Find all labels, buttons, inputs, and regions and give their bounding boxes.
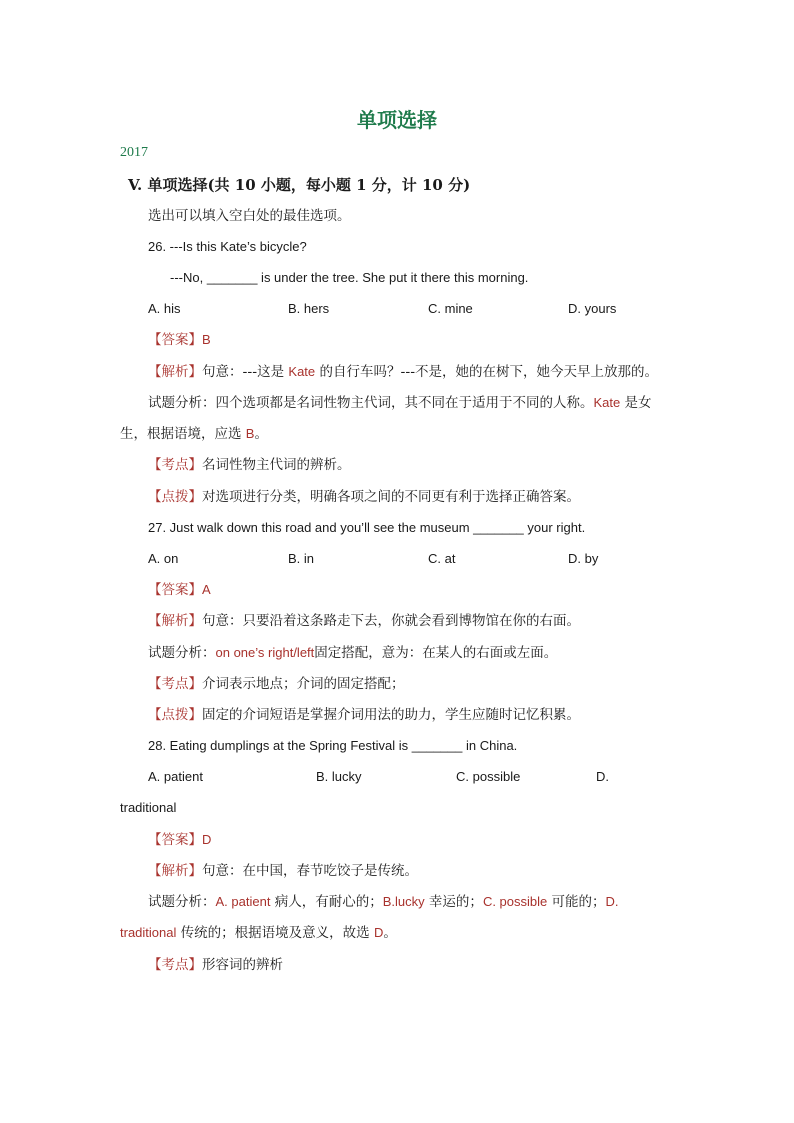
q27-option-a: A. on bbox=[148, 551, 179, 566]
q26-option-b: B. hers bbox=[288, 301, 330, 316]
q27-option-d: D. by bbox=[568, 551, 599, 566]
detail-text: 试题分析：四个选项都是名词性物主代词，其不同在于适用于不同的人称。 bbox=[148, 395, 594, 411]
point-text: 介词表示地点；介词的固定搭配； bbox=[202, 676, 405, 692]
tip-tag: 【点拨】 bbox=[148, 489, 202, 505]
q28-option-a: A. patient bbox=[148, 769, 203, 784]
q26-option-d: D. yours bbox=[568, 301, 617, 316]
q26-stem: 26. ---Is this Kate’s bicycle? bbox=[148, 239, 307, 254]
tip-tag: 【点拨】 bbox=[148, 707, 202, 723]
detail-text: 传统的；根据语境及意义，故选 bbox=[176, 925, 374, 941]
q28-analysis bbox=[148, 862, 418, 880]
answer-tag: 【答案】 bbox=[148, 332, 202, 348]
detail-end: 。 bbox=[383, 925, 397, 941]
q27-stem: 27. Just walk down this road and you’ll see the museum _______ your right. bbox=[148, 520, 586, 535]
q27-detail bbox=[148, 644, 557, 662]
q28-option-d: D. bbox=[596, 769, 609, 784]
detail-option-a-cn: 病人，有耐心的； bbox=[270, 894, 383, 910]
q26-stem-reply: ---No, _______ is under the tree. She put it there this morning. bbox=[170, 270, 529, 285]
answer-value: D bbox=[202, 832, 212, 847]
detail-text-end: 是女 bbox=[620, 395, 652, 411]
q28-option-c: C. possible bbox=[456, 769, 521, 784]
q27-tip bbox=[148, 706, 580, 724]
point-tag: 【考点】 bbox=[148, 676, 202, 692]
tip-text: 对选项进行分类，明确各项之间的不同更有利于选择正确答案。 bbox=[202, 489, 580, 505]
point-text: 形容词的辨析 bbox=[202, 957, 283, 973]
analysis-tag: 【解析】 bbox=[148, 364, 202, 380]
analysis-text: 句意：只要沿着这条路走下去，你就会看到博物馆在你的右面。 bbox=[202, 613, 580, 629]
q27-answer bbox=[148, 581, 211, 599]
answer-tag: 【答案】 bbox=[148, 582, 202, 598]
detail-text-end: 固定搭配，意为：在某人的右面或左面。 bbox=[314, 645, 558, 661]
analysis-name: Kate bbox=[288, 364, 316, 379]
detail-option-b-cn: 幸运的； bbox=[424, 894, 483, 910]
q26-option-c: C. mine bbox=[428, 301, 473, 316]
answer-value: A bbox=[202, 582, 211, 597]
detail-end: 。 bbox=[254, 426, 268, 442]
q27-option-c: C. at bbox=[428, 551, 456, 566]
tip-text: 固定的介词短语是掌握介词用法的助力，学生应随时记忆积累。 bbox=[202, 707, 580, 723]
q28-detail bbox=[148, 893, 619, 911]
detail-option-a: A. patient bbox=[215, 894, 271, 909]
answer-tag: 【答案】 bbox=[148, 832, 202, 848]
q27-option-b: B. in bbox=[288, 551, 315, 566]
q26-tip bbox=[148, 488, 580, 506]
q28-answer bbox=[148, 831, 211, 849]
detail-phrase: on one’s right/left bbox=[215, 645, 315, 660]
q28-option-d-wrap: traditional bbox=[120, 800, 177, 815]
q26-answer bbox=[148, 331, 211, 349]
section-instruction: 选出可以填入空白处的最佳选项。 bbox=[148, 208, 351, 224]
q28-point bbox=[148, 956, 283, 974]
point-tag: 【考点】 bbox=[148, 957, 202, 973]
detail-text: 试题分析： bbox=[148, 645, 216, 661]
year-label: 2017 bbox=[120, 145, 148, 160]
q26-analysis bbox=[148, 363, 658, 381]
point-text: 名词性物主代词的辨析。 bbox=[202, 457, 351, 473]
q26-point bbox=[148, 456, 351, 474]
section-heading: V. 单项选择(共 10 小题，每小题 1 分，计 10 分) bbox=[128, 176, 471, 194]
point-tag: 【考点】 bbox=[148, 457, 202, 473]
page-title: 单项选择 bbox=[357, 108, 437, 132]
q27-analysis bbox=[148, 612, 580, 630]
detail-option-c: C. possible bbox=[482, 894, 548, 909]
answer-value: B bbox=[202, 332, 211, 347]
q26-detail bbox=[148, 394, 652, 412]
q26-option-a: A. his bbox=[148, 301, 181, 316]
detail-option-b: B.lucky bbox=[382, 894, 425, 909]
analysis-tag: 【解析】 bbox=[148, 613, 202, 629]
detail-option-d-word: traditional bbox=[120, 925, 177, 940]
q27-point bbox=[148, 675, 405, 693]
q28-detail-continued bbox=[120, 924, 397, 942]
analysis-text: 句意：---这是 bbox=[202, 364, 289, 380]
detail-answer: D bbox=[373, 925, 384, 940]
detail-option-c-cn: 可能的； bbox=[547, 894, 606, 910]
analysis-text: 句意：在中国，春节吃饺子是传统。 bbox=[202, 863, 418, 879]
q28-option-b: B. lucky bbox=[316, 769, 362, 784]
detail-text: 生，根据语境，应选 bbox=[120, 426, 246, 442]
q26-detail-continued bbox=[120, 425, 268, 443]
analysis-text-end: 的自行车吗？---不是，她的在树下，她今天早上放那的。 bbox=[315, 364, 659, 380]
detail-text: 试题分析： bbox=[148, 894, 216, 910]
detail-name: Kate bbox=[593, 395, 621, 410]
detail-option-d: D. bbox=[605, 894, 619, 909]
analysis-tag: 【解析】 bbox=[148, 863, 202, 879]
detail-answer: B bbox=[245, 426, 255, 441]
q28-stem: 28. Eating dumplings at the Spring Festival is _______ in China. bbox=[148, 738, 518, 753]
